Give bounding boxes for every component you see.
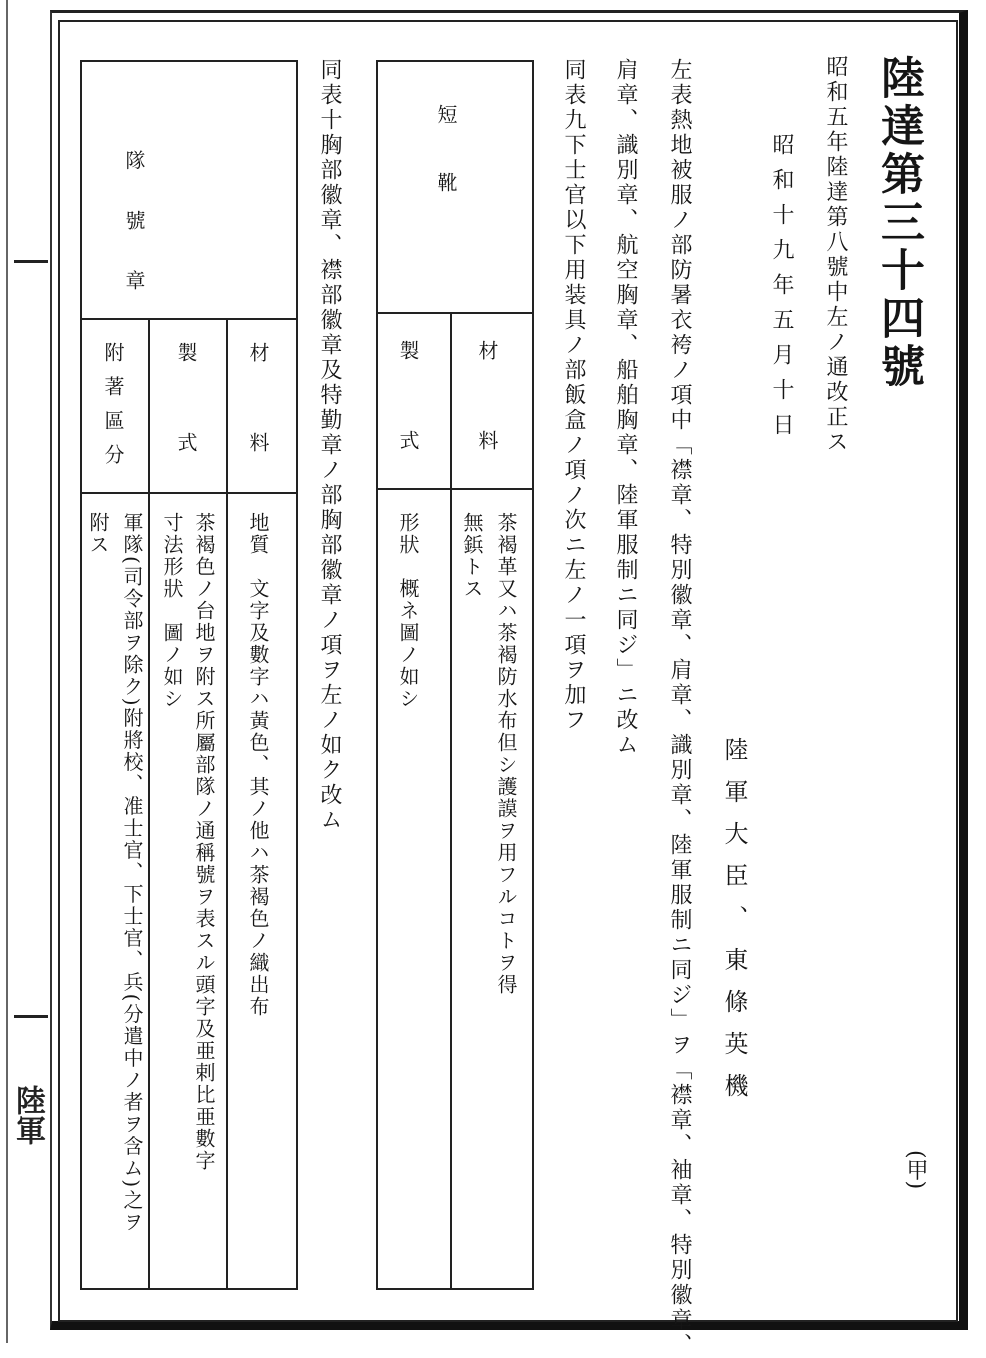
table-unit-badge-style-text-1: 茶褐色ノ台地ヲ附ス所屬部隊ノ通稱號ヲ表スル頭字及亜剌比亜數字	[192, 512, 216, 1172]
table-unit-badge-style-text-2: 寸法形狀 圖ノ如シ	[160, 512, 184, 710]
table-unit-badge-label-material: 材料	[246, 342, 270, 522]
classification-mark: (甲)	[903, 1150, 928, 1190]
table-unit-badge-label-assignment: 附著區分	[101, 342, 125, 478]
table-boots-material-text-1: 茶褐革又ハ茶褐防水布但シ護謨ヲ用フルコトヲ得	[494, 512, 518, 996]
body-line-2: 肩章、識別章、航空胸章、船舶胸章、陸軍服制ニ同ジ」ニ改ム	[613, 58, 638, 758]
table-boots-label-material: 材料	[475, 340, 499, 520]
table-unit-badge-label-style: 製式	[174, 342, 198, 522]
binding-label: 陸軍	[10, 1085, 45, 1145]
document-date: 昭和十九年五月十日	[769, 133, 794, 448]
body-line-1: 左表熱地被服ノ部防暑衣袴ノ項中「襟章、特別徽章、肩章、識別章、陸軍服制ニ同ジ」ヲ「襟章、袖章、特別徽章、	[667, 58, 692, 1358]
signature: 陸軍大臣、東條英機	[720, 737, 748, 1115]
table-boots-item: 短靴	[434, 104, 458, 240]
table-boots-label-style: 製式	[396, 340, 420, 520]
table-unit-badge-assignment-text-1: 軍隊(司令部ヲ除ク)附將校、准士官、下士官、兵(分遣中ノ者ヲ含ム)之ヲ	[120, 512, 144, 1234]
table-unit-badge-material-text: 地質 文字及數字ハ黃色、其ノ他ハ茶褐色ノ織出布	[246, 512, 270, 1018]
table-unit-badge-assignment-text-2: 附ス	[86, 512, 110, 556]
body-line-3: 同表九下士官以下用装具ノ部飯盒ノ項ノ次ニ左ノ一項ヲ加フ	[561, 58, 586, 733]
table-unit-badge-item: 隊號章	[122, 150, 146, 330]
document-subtitle: 昭和五年陸達第八號中左ノ通改正ス	[823, 55, 848, 455]
body-line-4: 同表十胸部徽章、襟部徽章及特勤章ノ部胸部徽章ノ項ヲ左ノ如ク改ム	[317, 58, 342, 833]
table-boots-style-text: 形狀 概ネ圖ノ如シ	[396, 512, 420, 710]
document-title: 陸達第三十四號	[873, 55, 924, 391]
table-boots-material-text-2: 無鋲トス	[460, 512, 484, 600]
binding-edge	[0, 0, 50, 1343]
